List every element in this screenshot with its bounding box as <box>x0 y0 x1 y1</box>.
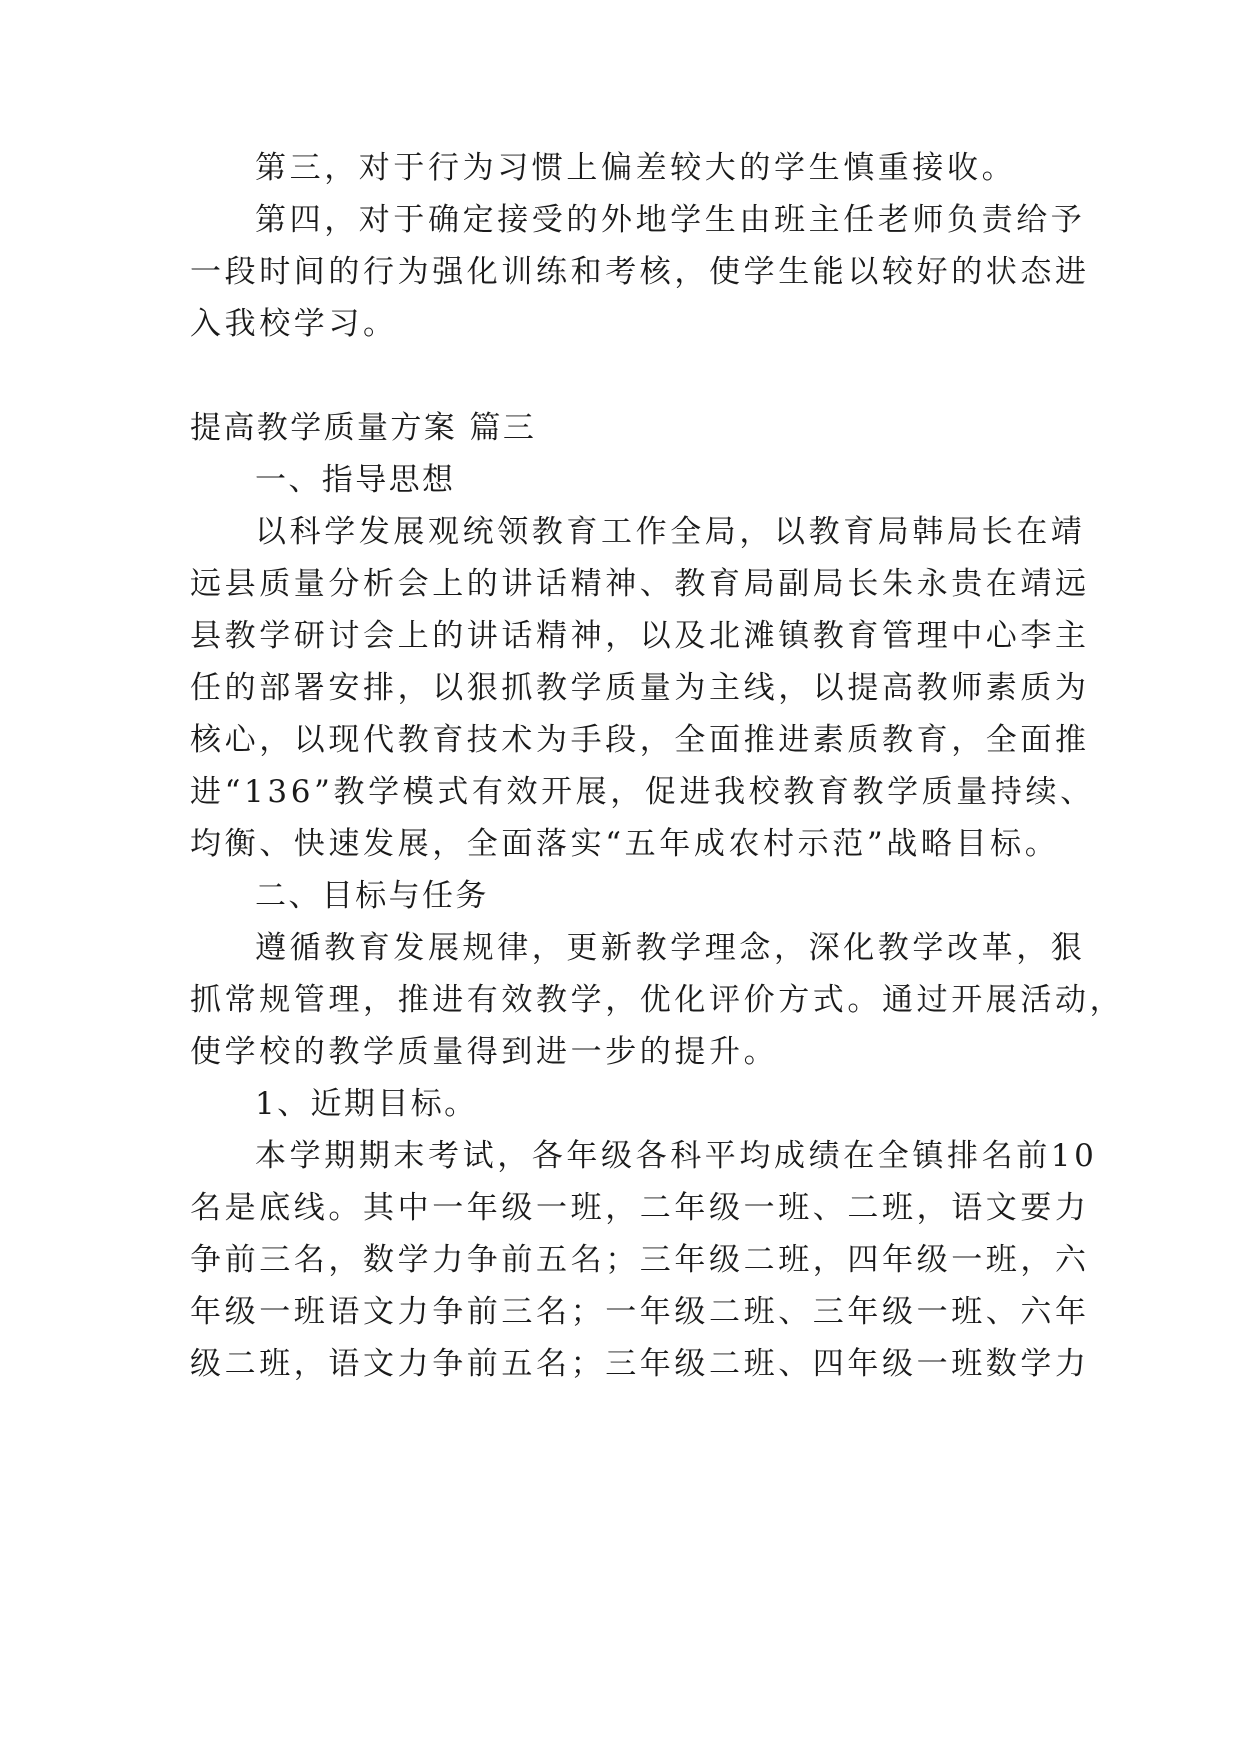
paragraph-1-line-5: 核心，以现代教育技术为手段，全面推进素质教育，全面推 <box>190 722 1090 758</box>
intro-line-1: 第三，对于行为习惯上偏差较大的学生慎重接收。 <box>255 150 1017 186</box>
intro-line-2: 第四，对于确定接受的外地学生由班主任老师负责给予 <box>255 202 1086 238</box>
paragraph-3-line-5: 级二班，语文力争前五名；三年级二班、四年级一班数学力 <box>190 1346 1090 1382</box>
paragraph-3-line-3: 争前三名，数学力争前五名；三年级二班，四年级一班，六 <box>190 1242 1090 1278</box>
paragraph-1-line-4: 任的部署安排，以狠抓教学质量为主线，以提高教师素质为 <box>190 670 1090 706</box>
intro-line-4: 入我校学习。 <box>190 306 398 342</box>
section-title: 提高教学质量方案 篇三 <box>190 410 537 446</box>
paragraph-2-line-3: 使学校的教学质量得到进一步的提升。 <box>190 1034 779 1070</box>
paragraph-3-line-4: 年级一班语文力争前三名；一年级二班、三年级一班、六年 <box>190 1294 1090 1330</box>
paragraph-1-line-2: 远县质量分析会上的讲话精神、教育局副局长朱永贵在靖远 <box>190 566 1090 602</box>
paragraph-1-line-3: 县教学研讨会上的讲话精神，以及北滩镇教育管理中心李主 <box>190 618 1090 654</box>
paragraph-2-line-2: 抓常规管理，推进有效教学，优化评价方式。通过开展活动， <box>190 982 1125 1018</box>
paragraph-3-line-2: 名是底线。其中一年级一班，二年级一班、二班，语文要力 <box>190 1190 1090 1226</box>
paragraph-2-line-1: 遵循教育发展规律，更新教学理念，深化教学改革，狠 <box>255 930 1086 966</box>
paragraph-3-line-1: 本学期期末考试，各年级各科平均成绩在全镇排名前10 <box>255 1138 1098 1174</box>
heading-short-term-goal: 1、近期目标。 <box>255 1086 478 1122</box>
paragraph-1-line-7: 均衡、快速发展，全面落实“五年成农村示范”战略目标。 <box>190 826 1060 862</box>
heading-guiding-thought: 一、指导思想 <box>255 462 456 498</box>
intro-line-3: 一段时间的行为强化训练和考核，使学生能以较好的状态进 <box>190 254 1090 290</box>
heading-goals-tasks: 二、目标与任务 <box>255 878 489 914</box>
paragraph-1-line-1: 以科学发展观统领教育工作全局，以教育局韩局长在靖 <box>255 514 1086 550</box>
paragraph-1-line-6: 进“136”教学模式有效开展，促进我校教育教学质量持续、 <box>190 774 1095 810</box>
